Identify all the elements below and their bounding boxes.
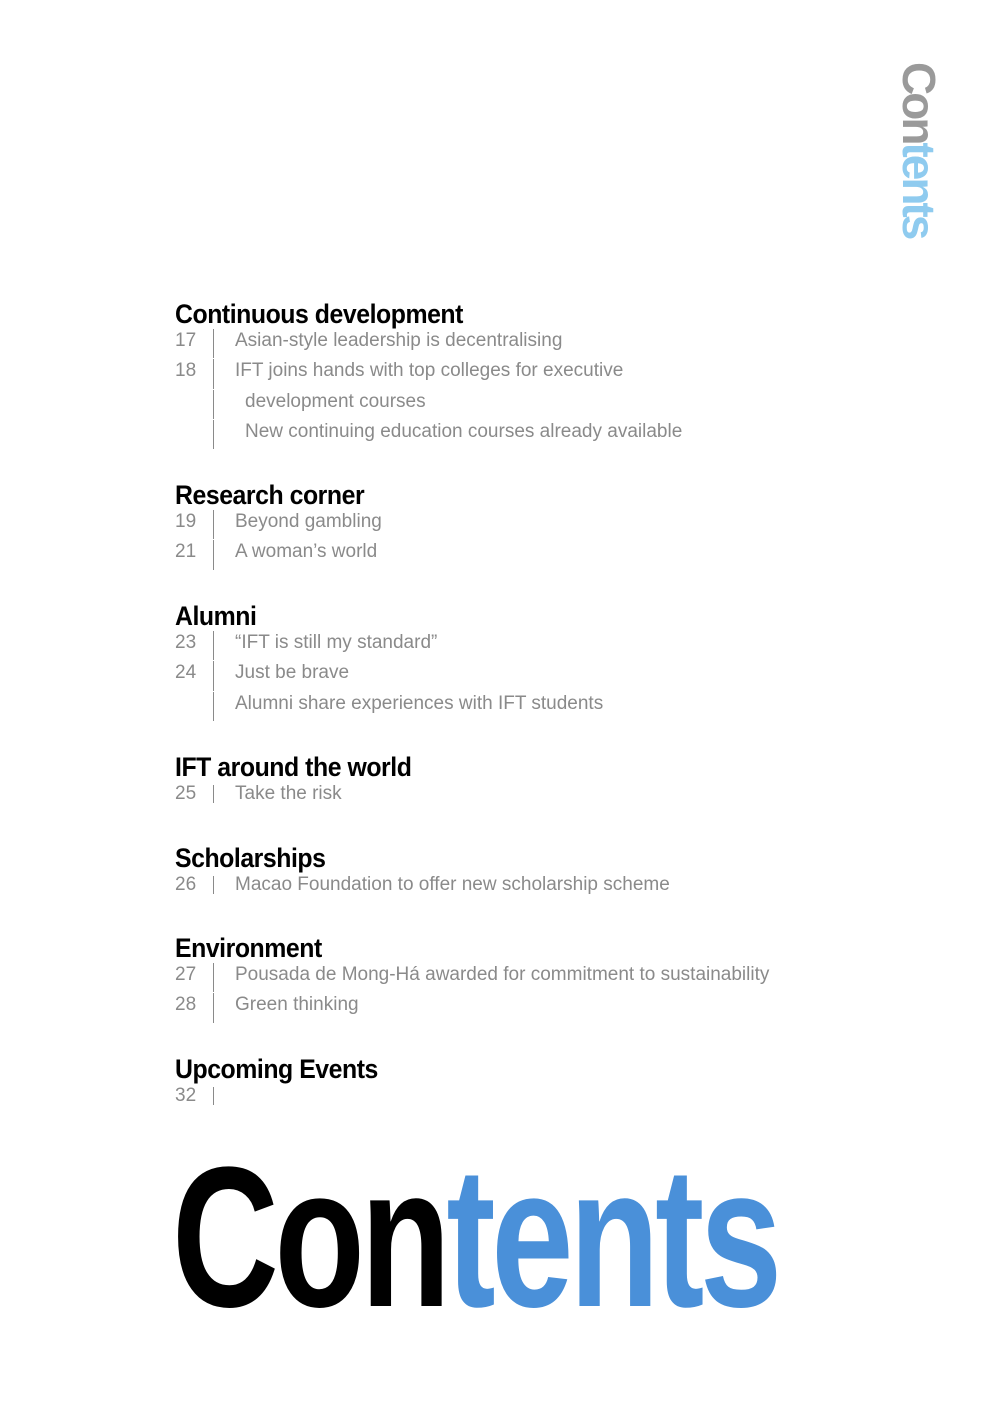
toc-entry[interactable] [175,509,935,539]
section-title: Environment [175,933,322,963]
entry-title: Just be brave [235,662,350,684]
entry-title: New continuing education courses already available [245,420,683,442]
section-title: Scholarships [175,843,326,873]
entry-title: Macao Foundation to offer new scholarship scheme [235,874,670,895]
toc-entry[interactable] [175,1083,935,1113]
entry-title: “IFT is still my standard” [235,632,438,653]
entry-title: A woman’s world [235,541,378,563]
divider [213,420,214,449]
toc-entry[interactable] [175,691,935,721]
divider [213,510,214,539]
divider [213,876,214,894]
section-title: Continuous development [175,299,463,329]
side-title [852,62,992,262]
side-title-part1: Con [893,62,945,143]
toc-entry[interactable] [175,539,935,569]
page-number: 26 [175,874,197,895]
entry-title: Pousada de Mong-Há awarded for commitment to sustainability [235,964,770,985]
section-upcoming-events [175,1055,935,1113]
section-ift-around-the-world [175,753,935,811]
entry-title: development courses [245,390,426,412]
toc-entry[interactable] [175,872,935,902]
divider [213,963,214,992]
entry-title: Take the risk [235,783,342,804]
section-title: Research corner [175,480,365,510]
section-research-corner [175,481,935,570]
page-number: 23 [175,632,197,653]
entry-title: Beyond gambling [235,511,382,532]
toc-entry[interactable] [175,660,935,690]
divider [213,1087,214,1105]
section-title: Upcoming Events [175,1054,378,1084]
divider [213,661,214,690]
page-number: 25 [175,783,197,804]
divider [213,390,214,419]
entry-title: Asian-style leadership is decentralising [235,330,563,351]
page-number: 24 [175,662,197,684]
divider [213,692,214,721]
page-number: 19 [175,511,197,532]
section-scholarships [175,844,935,902]
toc-entry[interactable] [175,962,935,992]
divider [213,631,214,660]
page-title-part2: tents [446,1126,778,1349]
toc-entry[interactable] [175,781,935,811]
page-number: 32 [175,1085,197,1106]
section-environment [175,934,935,1023]
toc-entry[interactable] [175,328,935,358]
divider [213,329,214,358]
divider [213,359,214,388]
toc-entry[interactable] [175,630,935,660]
section-title: IFT around the world [175,752,412,782]
toc-entry[interactable] [175,389,935,419]
divider [213,785,214,803]
page-title [172,1126,778,1349]
entry-title: Green thinking [235,994,359,1016]
section-title: Alumni [175,601,257,631]
section-continuous-development [175,300,935,449]
page-number: 21 [175,541,197,563]
toc-entry[interactable] [175,358,935,388]
divider [213,540,214,569]
page-number: 27 [175,964,197,985]
page-number: 28 [175,994,197,1016]
toc-entry[interactable] [175,419,935,449]
divider [213,993,214,1022]
entry-title: Alumni share experiences with IFT students [235,692,604,714]
page-number: 18 [175,360,197,382]
entry-title: IFT joins hands with top colleges for executive [235,360,624,382]
page-title-part1: Con [172,1126,447,1349]
side-title-part2: tents [893,142,945,238]
toc-entry[interactable] [175,992,935,1022]
page-number: 17 [175,330,197,351]
section-alumni [175,602,935,721]
